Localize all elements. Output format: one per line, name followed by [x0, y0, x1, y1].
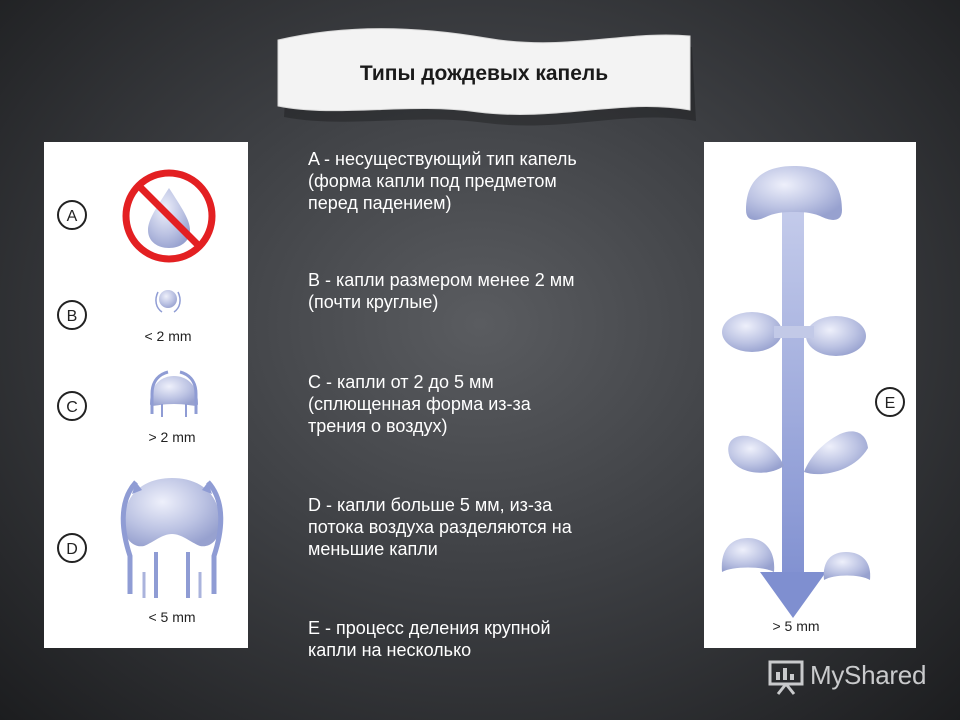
label-e-circle: [876, 388, 904, 416]
description-b-line: B - капли размером менее 2 мм: [308, 270, 575, 290]
description-d: [308, 494, 688, 560]
drop-types-illustration: [44, 142, 248, 648]
prohibited-drop-icon: [126, 173, 212, 259]
label-c: C: [66, 399, 78, 416]
right-illustration-panel: [704, 142, 916, 648]
description-d-line: D - капли больше 5 мм, из-за: [308, 495, 553, 515]
label-a: A: [66, 208, 78, 225]
label-c-circle: [58, 392, 86, 420]
description-a: [308, 148, 688, 214]
description-b: [308, 269, 688, 313]
description-c-line: трения о воздух): [308, 416, 448, 436]
cap-shaped-drop: [746, 166, 842, 220]
left-illustration-panel: [44, 142, 248, 648]
size-label-d: < 5 mm: [148, 609, 196, 625]
drop-breakup-illustration: [704, 142, 916, 648]
description-a-line: A - несуществующий тип капель: [308, 149, 577, 169]
label-e: E: [884, 395, 896, 412]
description-b-line: (почти круглые): [308, 292, 439, 312]
watermark-logo: [766, 654, 946, 698]
description-a-line: перед падением): [308, 193, 452, 213]
description-c: [308, 371, 688, 437]
small-round-drop-icon: [156, 290, 180, 312]
description-d-line: меньшие капли: [308, 539, 438, 559]
size-label-e: > 5 mm: [772, 618, 820, 634]
description-c-line: (сплющенная форма из-за: [308, 394, 531, 414]
slide-title: Типы дождевых капель: [359, 62, 609, 85]
description-d-line: потока воздуха разделяются на: [308, 517, 572, 537]
label-b-circle: [58, 301, 86, 329]
description-a-line: (форма капли под предметом: [308, 171, 557, 191]
label-d-circle: [58, 534, 86, 562]
description-e: [308, 617, 688, 661]
label-d: D: [66, 541, 78, 558]
label-b: B: [66, 308, 78, 325]
title-banner: [272, 28, 696, 132]
flattened-drop-icon: [150, 372, 198, 417]
presentation-board-icon: [766, 656, 806, 696]
size-label-b: < 2 mm: [144, 328, 192, 344]
description-e-line: капли на несколько: [308, 640, 472, 660]
large-deformed-drop-icon: [123, 478, 221, 598]
description-e-line: E - процесс деления крупной: [308, 618, 551, 638]
size-label-c: > 2 mm: [148, 429, 196, 445]
label-a-circle: [58, 201, 86, 229]
watermark-text: MyShared: [810, 660, 927, 690]
description-c-line: C - капли от 2 до 5 мм: [308, 372, 494, 392]
